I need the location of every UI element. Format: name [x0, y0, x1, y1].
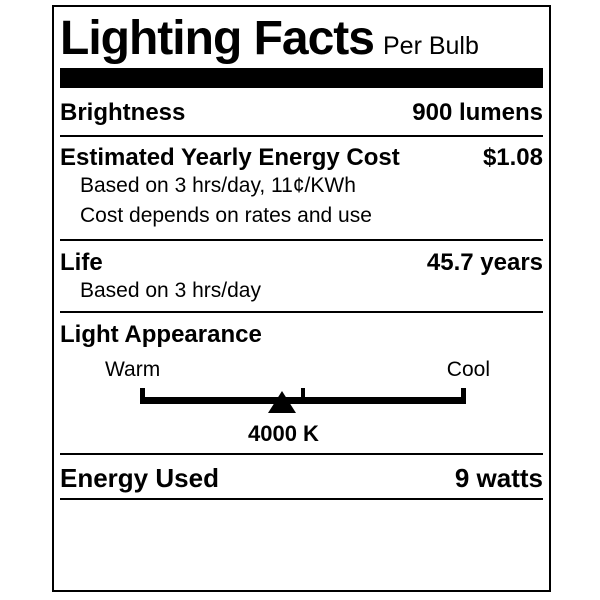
scale-warm-label: Warm: [105, 358, 161, 381]
label-subtitle: Per Bulb: [382, 32, 479, 60]
energy-cost-row: [60, 144, 543, 171]
energy-cost-label: Estimated Yearly Energy Cost: [60, 144, 400, 171]
light-appearance-row: [60, 321, 543, 348]
life-value: 45.7 years: [426, 249, 543, 276]
life-label: Life: [60, 249, 103, 276]
energy-used-label: Energy Used: [60, 463, 219, 493]
energy-cost-section: [60, 137, 543, 239]
life-note-basis: Based on 3 hrs/day: [80, 279, 261, 302]
kelvin-value-line: [60, 420, 543, 451]
scale-center-tick: [301, 388, 305, 404]
scale-cool-label: Cool: [446, 358, 490, 381]
brightness-row: [60, 88, 543, 135]
kelvin-value: 4000 K: [248, 421, 319, 446]
scale-left-endcap: [140, 388, 145, 404]
energy-used-value: 9 watts: [454, 463, 543, 493]
temperature-marker-triangle-icon: [268, 391, 296, 413]
brightness-label: Brightness: [60, 99, 186, 126]
label-title: Lighting Facts: [60, 12, 374, 65]
lighting-facts-label: [52, 5, 551, 592]
light-appearance-section: [60, 313, 543, 453]
label-header: [60, 13, 543, 65]
life-row: [60, 249, 543, 276]
color-temperature-scale: [60, 382, 543, 414]
energy-cost-note-basis: Based on 3 hrs/day, 11¢/KWh: [80, 174, 356, 197]
light-appearance-label: Light Appearance: [60, 321, 262, 348]
scale-right-endcap: [461, 388, 466, 404]
brightness-value: 900 lumens: [412, 99, 543, 126]
header-divider-bar: [60, 68, 543, 88]
life-section: [60, 241, 543, 311]
section-divider: [60, 498, 543, 500]
energy-cost-value: $1.08: [482, 144, 543, 171]
energy-cost-note-disclaimer: Cost depends on rates and use: [80, 204, 372, 227]
scale-endpoint-labels: [60, 358, 543, 382]
energy-used-row: [60, 455, 543, 498]
